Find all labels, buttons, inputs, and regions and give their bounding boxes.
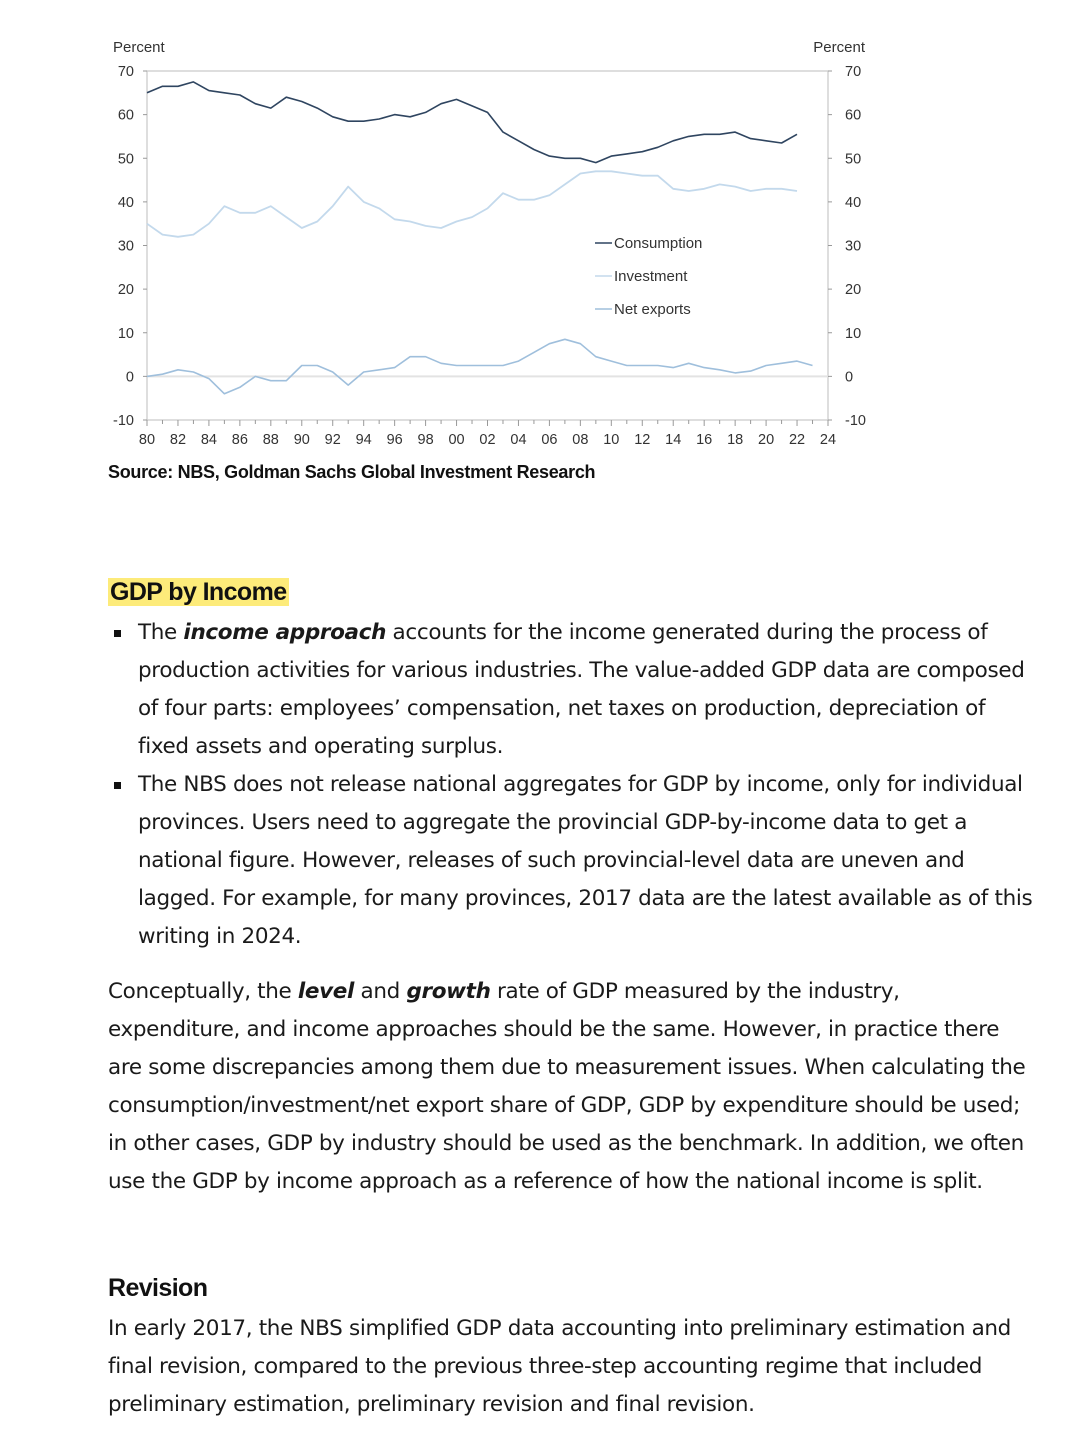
x-tick-label: 02 bbox=[479, 432, 496, 448]
gdp-share-line-chart bbox=[100, 30, 880, 460]
x-tick-label: 06 bbox=[541, 432, 558, 448]
series-line-net-exports bbox=[147, 339, 813, 394]
series-line-consumption bbox=[147, 82, 797, 163]
x-tick-label: 92 bbox=[324, 432, 341, 448]
y-tick-label-left: -10 bbox=[113, 413, 134, 429]
legend-label-consumption: Consumption bbox=[614, 235, 703, 252]
gdp-income-bullets bbox=[108, 614, 1038, 956]
y-tick-label-right: 10 bbox=[845, 325, 862, 342]
x-tick-label: 86 bbox=[231, 432, 248, 448]
revision-paragraph: In early 2017, the NBS simplified GDP data accounting into preliminary estimation and final revision, compared to the previous three-step accounting regime that included preliminary estimation, preliminary revision and final revision. bbox=[108, 1316, 1011, 1417]
y-tick-label-left: 0 bbox=[125, 369, 134, 386]
x-tick-label: 22 bbox=[788, 432, 806, 448]
y-tick-label-right: 50 bbox=[845, 151, 862, 168]
y-tick-label-left: 60 bbox=[117, 107, 134, 124]
growth-term: growth bbox=[406, 979, 491, 1004]
level-term: level bbox=[297, 979, 355, 1004]
y-tick-label-right: 40 bbox=[845, 194, 862, 211]
income-approach-term: income approach bbox=[183, 620, 387, 645]
revision-heading: Revision bbox=[108, 1274, 208, 1302]
legend-label-investment: Investment bbox=[614, 268, 688, 285]
x-tick-label: 20 bbox=[758, 432, 775, 448]
y-tick-label-left: 70 bbox=[117, 64, 134, 80]
y-tick-label-left: 50 bbox=[117, 151, 134, 168]
x-tick-label: 90 bbox=[293, 432, 310, 448]
y-tick-label-left: 30 bbox=[117, 238, 134, 255]
y-tick-label-right: 70 bbox=[845, 64, 862, 80]
x-tick-label: 84 bbox=[200, 432, 217, 448]
x-tick-label: 98 bbox=[417, 432, 434, 448]
chart-source: Source: NBS, Goldman Sachs Global Investment Research bbox=[108, 462, 596, 482]
concept-paragraph: Conceptually, the level and growth rate of GDP measured by the industry, expenditure, and income approaches should be the same. However, in practice there are some discrepancies among them due to measurement issues. When calculating the consumption/investment/net export share of GDP, GDP by expenditure should be used; in other cases, GDP by industry should be used as the benchmark. In addition, we often use the GDP by income approach as a reference of how the national income is split. bbox=[108, 979, 1026, 1194]
y-tick-label-right: -10 bbox=[845, 413, 866, 429]
x-tick-label: 96 bbox=[386, 432, 403, 448]
x-tick-label: 94 bbox=[355, 432, 372, 448]
gdp-income-heading-text: GDP by Income bbox=[110, 578, 287, 606]
gdp-income-heading bbox=[108, 578, 289, 607]
x-tick-label: 82 bbox=[169, 432, 187, 448]
y-tick-label-left: 10 bbox=[117, 325, 134, 342]
x-tick-label: 16 bbox=[696, 432, 713, 448]
bullet-income-approach: The income approach accounts for the income generated during the process of production activities for various industries. The value-added GDP data are composed of four parts: employees’ compensation, net taxes on production, depreciation of fixed assets and operating surplus. bbox=[108, 614, 1038, 766]
y-tick-label-right: 30 bbox=[845, 238, 862, 255]
plot-frame bbox=[147, 71, 828, 420]
x-tick-label: 10 bbox=[603, 432, 620, 448]
legend-label-net-exports: Net exports bbox=[614, 301, 691, 318]
y-axis-title-left: Percent bbox=[113, 39, 165, 56]
x-tick-label: 14 bbox=[665, 432, 682, 448]
series-line-investment bbox=[147, 171, 797, 237]
x-tick-label: 00 bbox=[448, 432, 465, 448]
y-tick-label-right: 0 bbox=[845, 369, 854, 386]
x-tick-label: 18 bbox=[727, 432, 744, 448]
y-tick-label-left: 40 bbox=[117, 194, 134, 211]
x-tick-label: 04 bbox=[510, 432, 527, 448]
x-tick-label: 12 bbox=[634, 432, 651, 448]
y-tick-label-right: 60 bbox=[845, 107, 862, 124]
bullet-nbs-release: The NBS does not release national aggregates for GDP by income, only for individual provinces. Users need to aggregate the provincial GDP-by-income data to get a national figure. However, releases of such provincial-level data are uneven and lagged. For example, for many provinces, 2017 data are the latest available as of this writing in 2024. bbox=[108, 766, 1038, 956]
y-tick-label-right: 20 bbox=[845, 282, 862, 299]
x-tick-label: 08 bbox=[572, 432, 589, 448]
y-tick-label-left: 20 bbox=[117, 282, 134, 299]
x-tick-label: 24 bbox=[819, 432, 837, 448]
y-axis-title-right: Percent bbox=[813, 39, 865, 56]
x-tick-label: 88 bbox=[262, 432, 279, 448]
x-tick-label: 80 bbox=[138, 432, 156, 448]
